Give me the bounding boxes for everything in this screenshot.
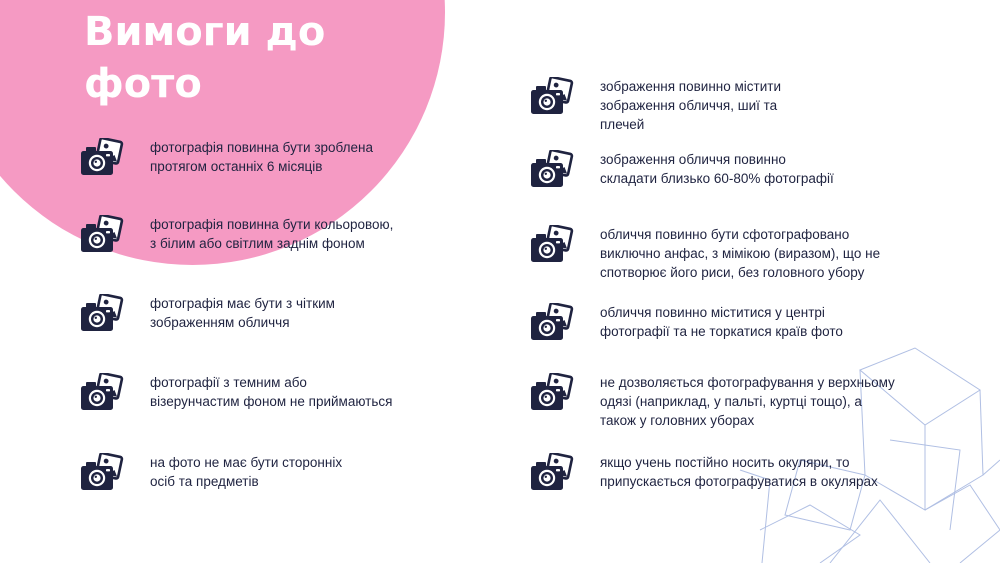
photo-camera-icon: [530, 77, 574, 121]
requirement-text: фотографії з темним або візерунчастим фоном не приймаються: [150, 375, 393, 409]
requirement-item: [80, 453, 342, 497]
cube-line-decoration: [700, 330, 1000, 563]
photo-camera-icon: [530, 303, 574, 347]
requirement-item: [530, 150, 834, 194]
requirement-item: [80, 294, 335, 338]
requirement-text: обличчя повинно міститися у центрі фотографії та не торкатися країв фото: [600, 305, 843, 339]
requirement-text: фотографія повинна бути кольоровою, з білим або світлим заднім фоном: [150, 217, 394, 251]
photo-camera-icon: [80, 294, 124, 338]
requirement-text: фотографія повинна бути зроблена протягом останніх 6 місяців: [150, 140, 374, 174]
requirement-item: [530, 225, 880, 282]
requirement-item: [80, 373, 392, 417]
requirement-item: [80, 138, 373, 182]
requirement-text: зображення обличчя повинно складати близько 60-80% фотографії: [600, 152, 834, 186]
photo-camera-icon: [80, 215, 124, 259]
photo-camera-icon: [530, 373, 574, 417]
requirement-text: якщо учень постійно носить окуляри, то припускається фотографуватися в окулярах: [600, 455, 878, 489]
requirement-text: фотографія має бути з чітким зображенням обличчя: [150, 296, 335, 330]
page-title: Вимоги до фото: [84, 9, 326, 107]
requirement-text: на фото не має бути сторонніх осіб та предметів: [150, 455, 343, 489]
photo-camera-icon: [530, 150, 574, 194]
requirement-item: [530, 373, 895, 430]
photo-camera-icon: [530, 453, 574, 497]
requirement-item: [530, 303, 843, 347]
photo-camera-icon: [80, 138, 124, 182]
photo-camera-icon: [80, 453, 124, 497]
requirement-item: [530, 453, 878, 497]
photo-camera-icon: [80, 373, 124, 417]
requirement-item: [80, 215, 393, 259]
photo-camera-icon: [530, 225, 574, 269]
requirement-text: зображення повинно містити зображення обличчя, шиї та плечей: [600, 79, 781, 132]
requirement-text: обличчя повинно бути сфотографовано виключно анфас, з мімікою (виразом), що не спотворює його риси, без головного убору: [600, 227, 881, 280]
requirement-item: [530, 77, 781, 134]
requirement-text: не дозволяється фотографування у верхньому одязі (наприклад, у пальті, куртці тощо), а також у головних уборах: [600, 375, 895, 428]
